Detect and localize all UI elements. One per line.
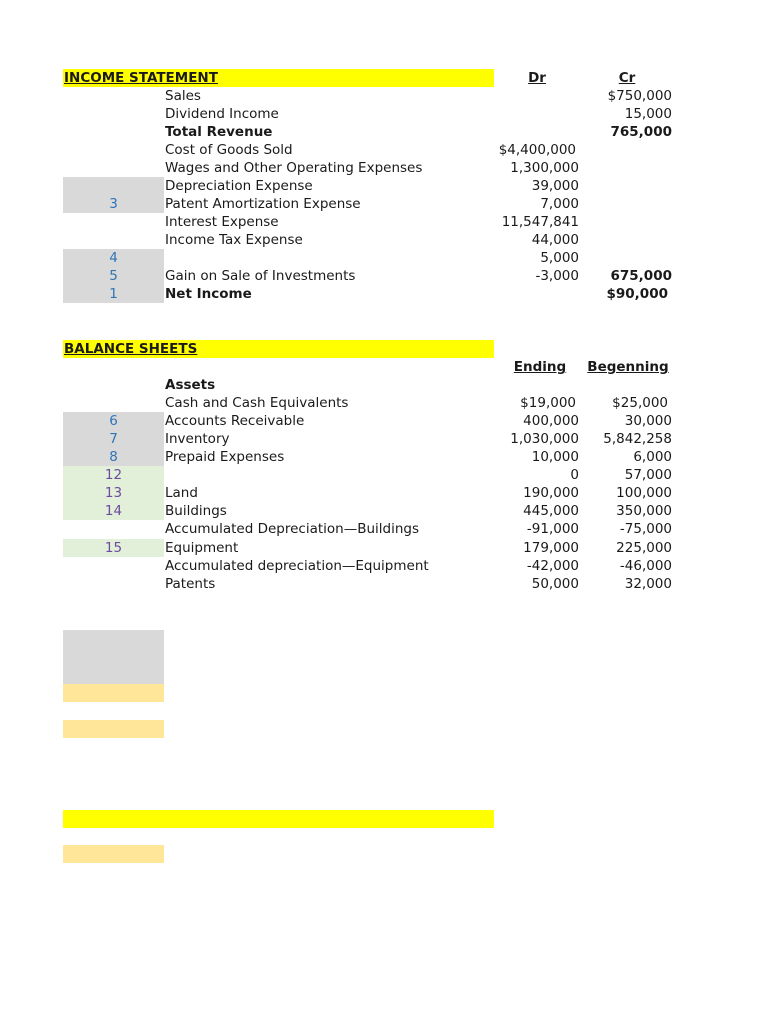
dr-value[interactable]: 7,000 [540, 196, 579, 212]
row-index[interactable]: 5 [63, 267, 164, 285]
table-row [0, 520, 768, 538]
dr-value[interactable]: 1,300,000 [510, 160, 579, 176]
ending-value[interactable]: 445,000 [523, 503, 579, 519]
row-label[interactable]: Cash and Cash Equivalents [165, 395, 349, 411]
beginning-value[interactable]: 225,000 [616, 540, 672, 556]
row-index[interactable]: 1 [63, 285, 164, 303]
table-row [0, 195, 768, 213]
table-row [0, 249, 768, 267]
net-income-label[interactable]: Net Income [165, 286, 252, 302]
total-revenue-value[interactable]: 765,000 [610, 124, 672, 140]
row-index[interactable]: 15 [63, 539, 164, 557]
row-label[interactable] [165, 466, 495, 484]
table-row [0, 177, 768, 195]
row-index[interactable]: 12 [63, 466, 164, 484]
table-row [0, 285, 768, 303]
row-label[interactable]: Land [165, 485, 198, 501]
empty-yellow-header-band[interactable] [63, 810, 494, 828]
table-row [0, 412, 768, 430]
table-row [0, 105, 768, 123]
table-row [0, 394, 768, 412]
beginning-value[interactable]: 57,000 [624, 467, 672, 483]
row-label[interactable]: Gain on Sale of Investments [165, 268, 356, 284]
dr-value[interactable]: 5,000 [540, 250, 579, 266]
cr-value[interactable]: $750,000 [607, 88, 672, 104]
row-label[interactable]: Patents [165, 576, 216, 592]
beginning-value[interactable]: 100,000 [616, 485, 672, 501]
table-row [0, 213, 768, 231]
beginning-value[interactable]: 30,000 [624, 413, 672, 429]
table-row [0, 557, 768, 575]
empty-tan-cell[interactable] [63, 720, 164, 738]
ending-value[interactable]: -91,000 [526, 521, 579, 537]
table-row [0, 123, 768, 141]
income-statement-title[interactable]: INCOME STATEMENT [64, 70, 218, 86]
row-label[interactable]: Equipment [165, 540, 239, 556]
cr-column-header[interactable]: Cr [618, 70, 636, 86]
beginning-column-header[interactable]: Begenning [587, 359, 669, 375]
table-row [0, 267, 768, 285]
row-index[interactable]: 6 [63, 412, 164, 430]
dr-value[interactable]: 44,000 [531, 232, 579, 248]
row-index-cell[interactable] [63, 177, 164, 195]
net-income-value[interactable]: $90,000 [606, 286, 668, 302]
row-label[interactable]: Depreciation Expense [165, 178, 313, 194]
row-label[interactable]: Cost of Goods Sold [165, 142, 293, 158]
row-index[interactable]: 4 [63, 249, 164, 267]
beginning-value[interactable]: 5,842,258 [603, 431, 672, 447]
table-row [0, 575, 768, 593]
row-label[interactable]: Wages and Other Operating Expenses [165, 160, 423, 176]
empty-tan-cell[interactable] [63, 845, 164, 863]
row-label[interactable] [165, 249, 495, 267]
dr-value[interactable]: $4,400,000 [498, 142, 576, 158]
assets-heading[interactable]: Assets [165, 377, 216, 393]
row-index[interactable]: 8 [63, 448, 164, 466]
row-label[interactable]: Patent Amortization Expense [165, 196, 361, 212]
row-label[interactable]: Prepaid Expenses [165, 449, 285, 465]
table-row [0, 502, 768, 520]
table-row [0, 466, 768, 484]
ending-value[interactable]: 50,000 [531, 576, 579, 592]
dr-value[interactable]: 39,000 [531, 178, 579, 194]
ending-value[interactable]: 400,000 [523, 413, 579, 429]
cr-value[interactable]: 675,000 [610, 268, 672, 284]
dr-value[interactable]: 11,547,841 [501, 214, 579, 230]
assets-heading-row [0, 376, 768, 394]
beginning-value[interactable]: 6,000 [633, 449, 672, 465]
ending-value[interactable]: -42,000 [526, 558, 579, 574]
row-label[interactable]: Accumulated depreciation—Equipment [165, 558, 429, 574]
balance-sheets-header [0, 340, 768, 358]
table-row [0, 430, 768, 448]
table-row [0, 539, 768, 557]
balance-sheets-title[interactable]: BALANCE SHEETS [64, 341, 198, 357]
table-row [0, 448, 768, 466]
beginning-value[interactable]: 350,000 [616, 503, 672, 519]
dr-column-header[interactable]: Dr [528, 70, 546, 86]
row-index[interactable]: 7 [63, 430, 164, 448]
ending-value[interactable]: 10,000 [531, 449, 579, 465]
empty-tan-cell[interactable] [63, 684, 164, 702]
ending-value[interactable]: 179,000 [523, 540, 579, 556]
income-statement-header [0, 69, 768, 87]
table-row [0, 231, 768, 249]
table-row [0, 484, 768, 502]
ending-value[interactable]: 190,000 [523, 485, 579, 501]
ending-value[interactable]: 1,030,000 [510, 431, 579, 447]
row-label[interactable]: Dividend Income [165, 106, 279, 122]
row-label[interactable]: Accounts Receivable [165, 413, 305, 429]
ending-value[interactable]: 0 [570, 467, 579, 483]
beginning-value[interactable]: -46,000 [619, 558, 672, 574]
beginning-value[interactable]: 32,000 [624, 576, 672, 592]
row-label[interactable]: Buildings [165, 503, 227, 519]
beginning-value[interactable]: $25,000 [612, 395, 668, 411]
row-index[interactable]: 13 [63, 484, 164, 502]
row-label[interactable]: Interest Expense [165, 214, 279, 230]
total-revenue-label[interactable]: Total Revenue [165, 124, 273, 140]
beginning-value[interactable]: -75,000 [619, 521, 672, 537]
table-row [0, 87, 768, 105]
row-index[interactable]: 14 [63, 502, 164, 520]
row-label[interactable]: Sales [165, 88, 201, 104]
row-label[interactable]: Inventory [165, 431, 230, 447]
row-index[interactable]: 3 [63, 195, 164, 213]
ending-column-header[interactable]: Ending [513, 359, 567, 375]
row-label[interactable]: Income Tax Expense [165, 232, 303, 248]
dr-value[interactable]: -3,000 [535, 268, 579, 284]
balance-column-headers [0, 358, 768, 376]
table-row [0, 159, 768, 177]
ending-value[interactable]: $19,000 [520, 395, 576, 411]
row-label[interactable]: Accumulated Depreciation—Buildings [165, 521, 420, 537]
table-row [0, 141, 768, 159]
cr-value[interactable]: 15,000 [624, 106, 672, 122]
empty-gray-cells[interactable] [63, 630, 164, 684]
